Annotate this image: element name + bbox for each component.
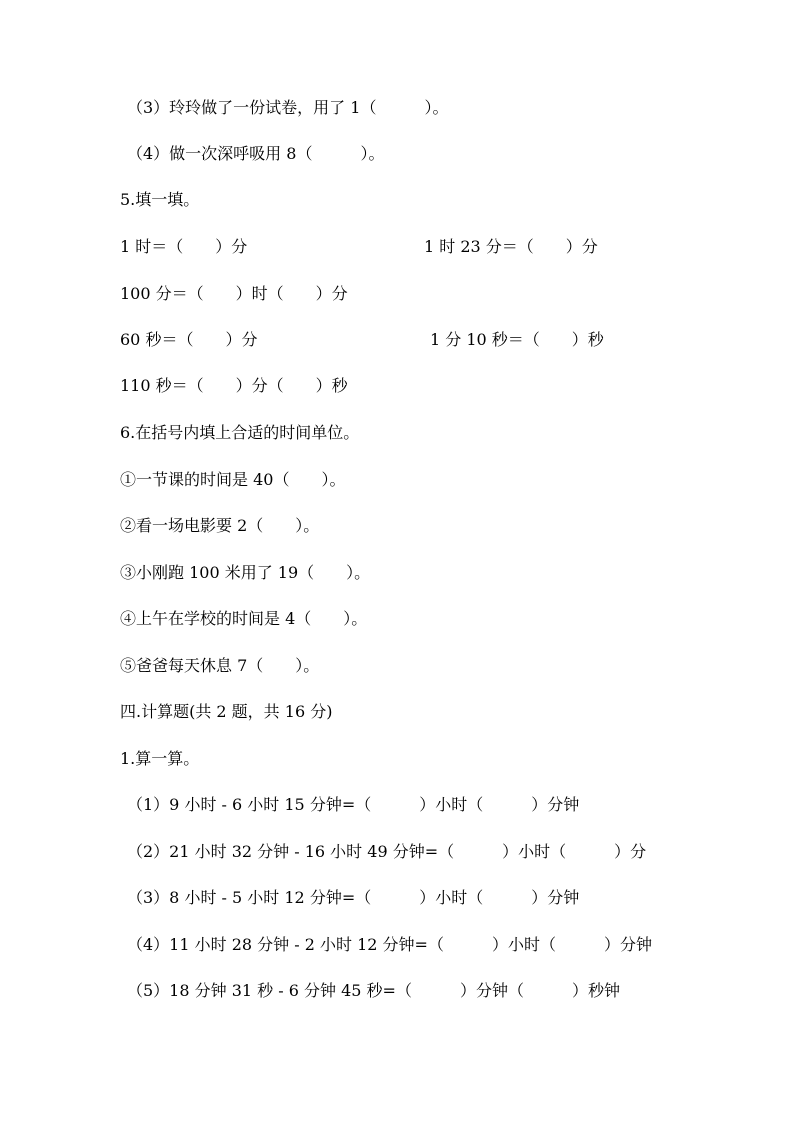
section-6-heading: 6.在括号内填上合适的时间单位。 (120, 423, 360, 442)
fill-item-hour-to-min: 1 时＝（ ）分 (120, 237, 248, 256)
calc-item-5: （5）18 分钟 31 秒 - 6 分钟 45 秒=（ ）分钟（ ）秒钟 (127, 981, 620, 1000)
question-4-text: （4）做一次深呼吸用 8（ ）。 (127, 144, 385, 163)
calc-item-1: （1）9 小时 - 6 小时 15 分钟=（ ）小时（ ）分钟 (127, 795, 580, 814)
unit-item-2: ②看一场电影要 2（ ）。 (120, 516, 320, 535)
section-5-heading: 5.填一填。 (120, 190, 200, 209)
unit-item-1: ①一节课的时间是 40（ ）。 (120, 470, 346, 489)
fill-item-min-sec-to-sec: 1 分 10 秒＝（ ）秒 (430, 330, 604, 349)
unit-item-4: ④上午在学校的时间是 4（ ）。 (120, 609, 368, 628)
fill-item-hour-min-to-min: 1 时 23 分＝（ ）分 (424, 237, 598, 256)
calc-item-2: （2）21 小时 32 分钟 - 16 小时 49 分钟=（ ）小时（ ）分 (127, 842, 647, 861)
calc-heading: 1.算一算。 (120, 749, 200, 768)
unit-item-3: ③小刚跑 100 米用了 19（ ）。 (120, 563, 371, 582)
fill-item-sec-to-min-sec: 110 秒＝（ ）分（ ）秒 (120, 376, 348, 395)
fill-item-sec-to-min: 60 秒＝（ ）分 (120, 330, 258, 349)
question-3-text: （3）玲玲做了一份试卷，用了 1（ ）。 (127, 98, 449, 117)
unit-item-5: ⑤爸爸每天休息 7（ ）。 (120, 656, 320, 675)
fill-item-min-to-hour-min: 100 分＝（ ）时（ ）分 (120, 284, 348, 303)
section-4-heading: 四.计算题(共 2 题，共 16 分) (120, 702, 333, 721)
calc-item-4: （4）11 小时 28 分钟 - 2 小时 12 分钟=（ ）小时（ ）分钟 (127, 935, 652, 954)
calc-item-3: （3）8 小时 - 5 小时 12 分钟=（ ）小时（ ）分钟 (127, 888, 580, 907)
